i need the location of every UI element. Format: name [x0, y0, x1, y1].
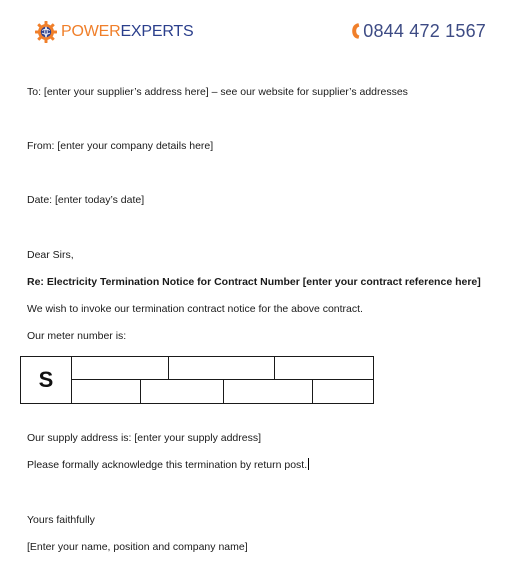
meter-cell[interactable]	[224, 380, 313, 403]
supply-address-line: Our supply address is: [enter your supply address]	[27, 432, 262, 444]
phone-handset-icon	[351, 22, 360, 40]
meter-cell[interactable]	[141, 380, 224, 403]
brand-name	[61, 20, 193, 44]
subject-line: Re: Electricity Termination Notice for Contract Number [enter your contract reference here]	[27, 276, 481, 288]
phone-contact	[351, 19, 486, 43]
date-line: Date: [enter today’s date]	[27, 194, 145, 206]
brand-name-experts: EXPERTS	[120, 23, 194, 40]
from-line: From: [enter your company details here]	[27, 140, 214, 152]
meter-number-label: Our meter number is:	[27, 330, 127, 342]
power-experts-logo	[34, 20, 193, 44]
acknowledge-text: Please formally acknowledge this termination by return post.	[27, 459, 308, 471]
to-line: To: [enter your supplier’s address here] – see our website for supplier’s addresses	[27, 86, 408, 98]
brand-name-power: POWER	[61, 23, 121, 40]
meter-cell[interactable]	[169, 357, 275, 380]
meter-number-table	[20, 356, 374, 404]
signature-line: [Enter your name, position and company name]	[27, 541, 248, 553]
meter-cell[interactable]	[72, 357, 169, 380]
intro-paragraph: We wish to invoke our termination contract notice for the above contract.	[27, 303, 363, 315]
acknowledge-line	[27, 458, 309, 472]
closing-line: Yours faithfully	[27, 514, 95, 526]
meter-cell[interactable]	[72, 380, 141, 403]
meter-prefix-cell: S	[21, 357, 72, 403]
gear-globe-logo-icon	[34, 20, 58, 44]
salutation: Dear Sirs,	[27, 249, 74, 261]
phone-number: 0844 472 1567	[363, 21, 486, 41]
meter-cell[interactable]	[275, 357, 373, 380]
meter-cell[interactable]	[313, 380, 373, 403]
text-cursor	[308, 458, 309, 470]
